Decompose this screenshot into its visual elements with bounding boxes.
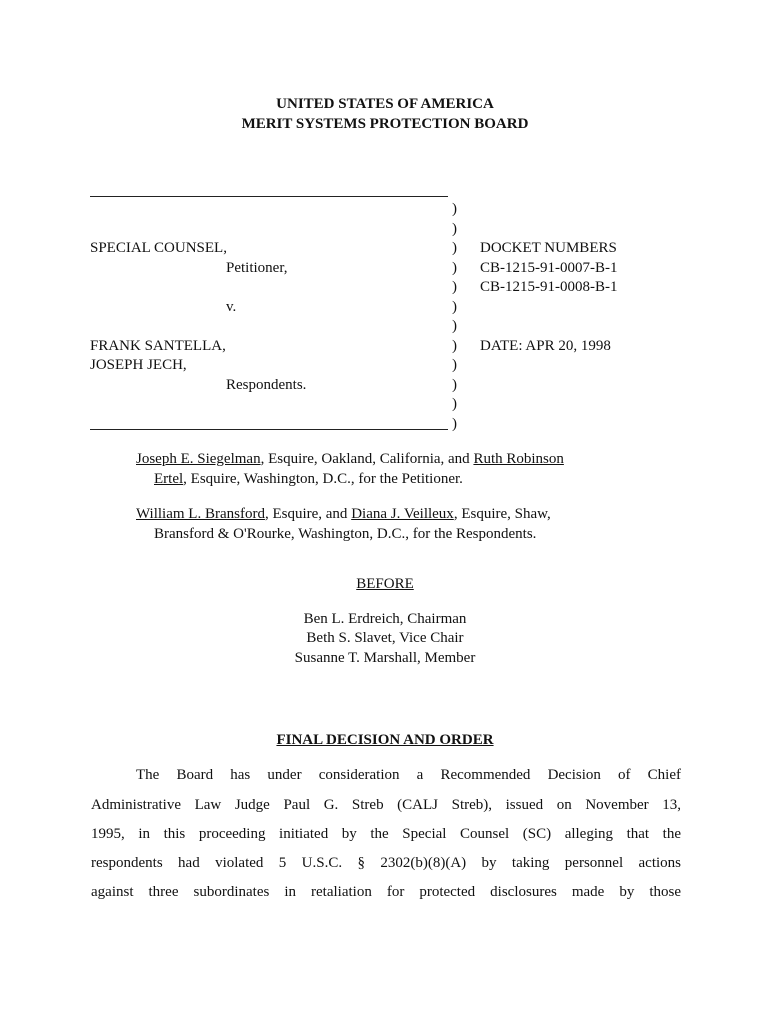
order-body-line (91, 883, 681, 902)
before-heading (0, 575, 770, 594)
caption-paren: ) (452, 279, 457, 295)
caption-paren: ) (452, 221, 457, 237)
order-body-line (91, 796, 681, 815)
order-body-line (136, 766, 681, 785)
order-heading-text: FINAL DECISION AND ORDER (276, 732, 494, 748)
caption-paren: ) (452, 338, 457, 354)
counsel-text: , Esquire, Shaw, (453, 506, 551, 522)
counsel-name: Joseph E. Siegelman (136, 451, 261, 467)
counsel-name: Ertel (154, 471, 184, 487)
caption-paren: ) (452, 299, 457, 315)
order-body-text: The Board has under consideration a Recommended Decision of Chief (136, 767, 681, 783)
agency-country: UNITED STATES OF AMERICA (276, 96, 494, 112)
docket-heading: DOCKET NUMBERS (480, 240, 617, 256)
petitioner-role: Petitioner, (226, 260, 288, 276)
before-heading-text: BEFORE (356, 576, 414, 592)
caption-paren: ) (452, 240, 457, 256)
order-body-line (91, 854, 681, 873)
board-member: Beth S. Slavet, Vice Chair (306, 630, 464, 646)
order-body-text: Administrative Law Judge Paul G. Streb (CALJ Streb), issued on November 13, (91, 797, 681, 813)
docket-number: CB-1215-91-0007-B-1 (480, 260, 618, 276)
petitioner-name: SPECIAL COUNSEL, (90, 240, 227, 256)
order-body-line (91, 825, 681, 844)
caption-paren: ) (452, 377, 457, 393)
counsel-name: Diana J. Veilleux (351, 506, 454, 522)
caption-paren: ) (452, 416, 457, 432)
petitioner-counsel-cont (154, 470, 463, 489)
order-body-text: 1995, in this proceeding initiated by the Special Counsel (SC) alleging that the (91, 826, 681, 842)
respondent-name: JOSEPH JECH, (90, 357, 187, 373)
order-body-text: against three subordinates in retaliation for protected disclosures made by those (91, 884, 681, 900)
board-member: Ben L. Erdreich, Chairman (303, 611, 467, 627)
agency-board: MERIT SYSTEMS PROTECTION BOARD (241, 116, 529, 132)
counsel-name: William L. Bransford (136, 506, 265, 522)
caption-paren: ) (452, 396, 457, 412)
order-heading (0, 731, 770, 750)
order-body-text: respondents had violated 5 U.S.C. § 2302(b)(8)(A) by taking personnel actions (91, 855, 681, 871)
board-member: Susanne T. Marshall, Member (294, 650, 476, 666)
caption-paren: ) (452, 260, 457, 276)
counsel-text: , Esquire, Oakland, California, and (260, 451, 474, 467)
caption-top-rule (90, 196, 448, 197)
caption-bottom-rule (90, 429, 448, 430)
caption-paren: ) (452, 318, 457, 334)
petitioner-counsel (136, 450, 564, 469)
respondent-role: Respondents. (226, 377, 307, 393)
respondents-counsel-cont: Bransford & O'Rourke, Washington, D.C., for the Respondents. (154, 526, 537, 542)
decision-date: DATE: APR 20, 1998 (480, 338, 611, 354)
counsel-text: , Esquire, and (264, 506, 352, 522)
respondents-counsel (136, 505, 551, 524)
counsel-name: Ruth Robinson (473, 451, 564, 467)
counsel-text: , Esquire, Washington, D.C., for the Petitioner. (183, 471, 463, 487)
respondent-name: FRANK SANTELLA, (90, 338, 226, 354)
caption-paren: ) (452, 201, 457, 217)
caption-paren: ) (452, 357, 457, 373)
docket-number: CB-1215-91-0008-B-1 (480, 279, 618, 295)
versus-label: v. (226, 299, 237, 315)
